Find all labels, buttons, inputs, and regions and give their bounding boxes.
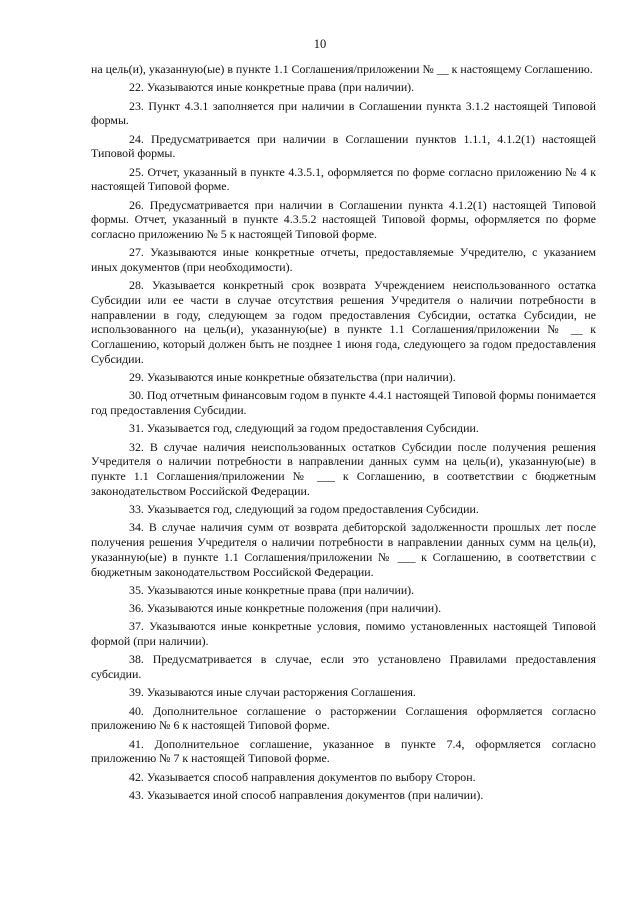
- footnote-27: 27. Указываются иные конкретные отчеты, предоставляемые Учредителю, с указанием иных документов (при необходимости).: [91, 245, 596, 274]
- footnote-23: 23. Пункт 4.3.1 заполняется при наличии в Соглашении пункта 3.1.2 настоящей Типовой формы.: [91, 98, 596, 128]
- footnote-38: 38. Предусматривается в случае, если это установлено Правилами предоставления субсидии.: [91, 652, 596, 682]
- footnote-42: 42. Указывается способ направления документов по выбору Сторон.: [129, 769, 476, 784]
- footnote-continuation: на цель(и), указанную(ые) в пункте 1.1 Соглашения/приложении № __ к настоящему Соглашению.: [91, 62, 593, 76]
- footnote-33: 33. Указывается год, следующий за годом предоставления Субсидии.: [129, 502, 479, 517]
- footnote-22: 22. Указываются иные конкретные права (при наличии).: [129, 80, 415, 95]
- footnote-41: 41. Дополнительное соглашение, указанное в пункте 7.4, оформляется согласно приложению № 7 к настоящей Типовой форме.: [91, 736, 596, 766]
- page-number: 10: [313, 37, 327, 51]
- footnote-28: 28. Указывается конкретный срок возврата Учреждением неиспользованного остатка Субсидии или ее части в случае отсутствия решения Учредителя о наличии потребности в направлении в году, следующем за годом предоставления Субсидии, остатка Субсидии, не использованного на цель(и), указанную(ые) в пункте 1.1 Соглашения/приложении № __ к Соглашению, который должен быть не позднее 1 июня года, следующего за годом предоставления Субсидии.: [91, 278, 596, 366]
- footnote-40: 40. Дополнительное соглашение о расторжении Соглашения оформляется согласно приложению № 6 к настоящей Типовой форме.: [91, 703, 596, 733]
- footnote-30: 30. Под отчетным финансовым годом в пункте 4.4.1 настоящей Типовой формы понимается год предоставления Субсидии.: [91, 388, 596, 418]
- footnote-25: 25. Отчет, указанный в пункте 4.3.5.1, оформляется по форме согласно приложению № 4 к настоящей Типовой форме.: [91, 164, 596, 194]
- footnote-34: 34. В случае наличия сумм от возврата дебиторской задолженности прошлых лет после получения решения Учредителя о наличии потребности в направлении данных сумм на цель(и), указанную(ые) в пункте 1.1 Соглашения/приложении № ___ к Соглашению, в соответствии с бюджетным законодательством Российской Федерации.: [91, 520, 596, 579]
- footnote-24: 24. Предусматривается при наличии в Соглашении пунктов 1.1.1, 4.1.2(1) настоящей Типовой формы.: [91, 131, 596, 161]
- footnote-29: 29. Указываются иные конкретные обязательства (при наличии).: [129, 370, 456, 385]
- footnote-35: 35. Указываются иные конкретные права (при наличии).: [129, 582, 415, 597]
- footnote-39: 39. Указываются иные случаи расторжения Соглашения.: [129, 685, 416, 700]
- footnote-43: 43. Указывается иной способ направления документов (при наличии).: [129, 788, 484, 802]
- footnote-26: 26. Предусматривается при наличии в Соглашении пункта 4.1.2(1) настоящей Типовой формы. Отчет, указанный в пункте 4.3.5.2 настоящей Типовой формы, оформляется по форме согласно приложению № 5 к настоящей Типовой форме.: [91, 197, 596, 241]
- footnote-31: 31. Указывается год, следующий за годом предоставления Субсидии.: [129, 421, 479, 436]
- footnote-36: 36. Указываются иные конкретные положения (при наличии).: [129, 601, 442, 616]
- footnotes-body: [91, 62, 596, 806]
- footnote-32: 32. В случае наличия неиспользованных остатков Субсидии после получения решения Учредителя о наличии потребности в направлении данных сумм на цель(и), указанную(ые) в пункте 1.1 Соглашения/приложении № ___ к Соглашению, в соответствии с бюджетным законодательством Российской Федерации.: [91, 439, 596, 498]
- footnote-37: 37. Указываются иные конкретные условия, помимо установленных настоящей Типовой формой (при наличии).: [91, 619, 596, 649]
